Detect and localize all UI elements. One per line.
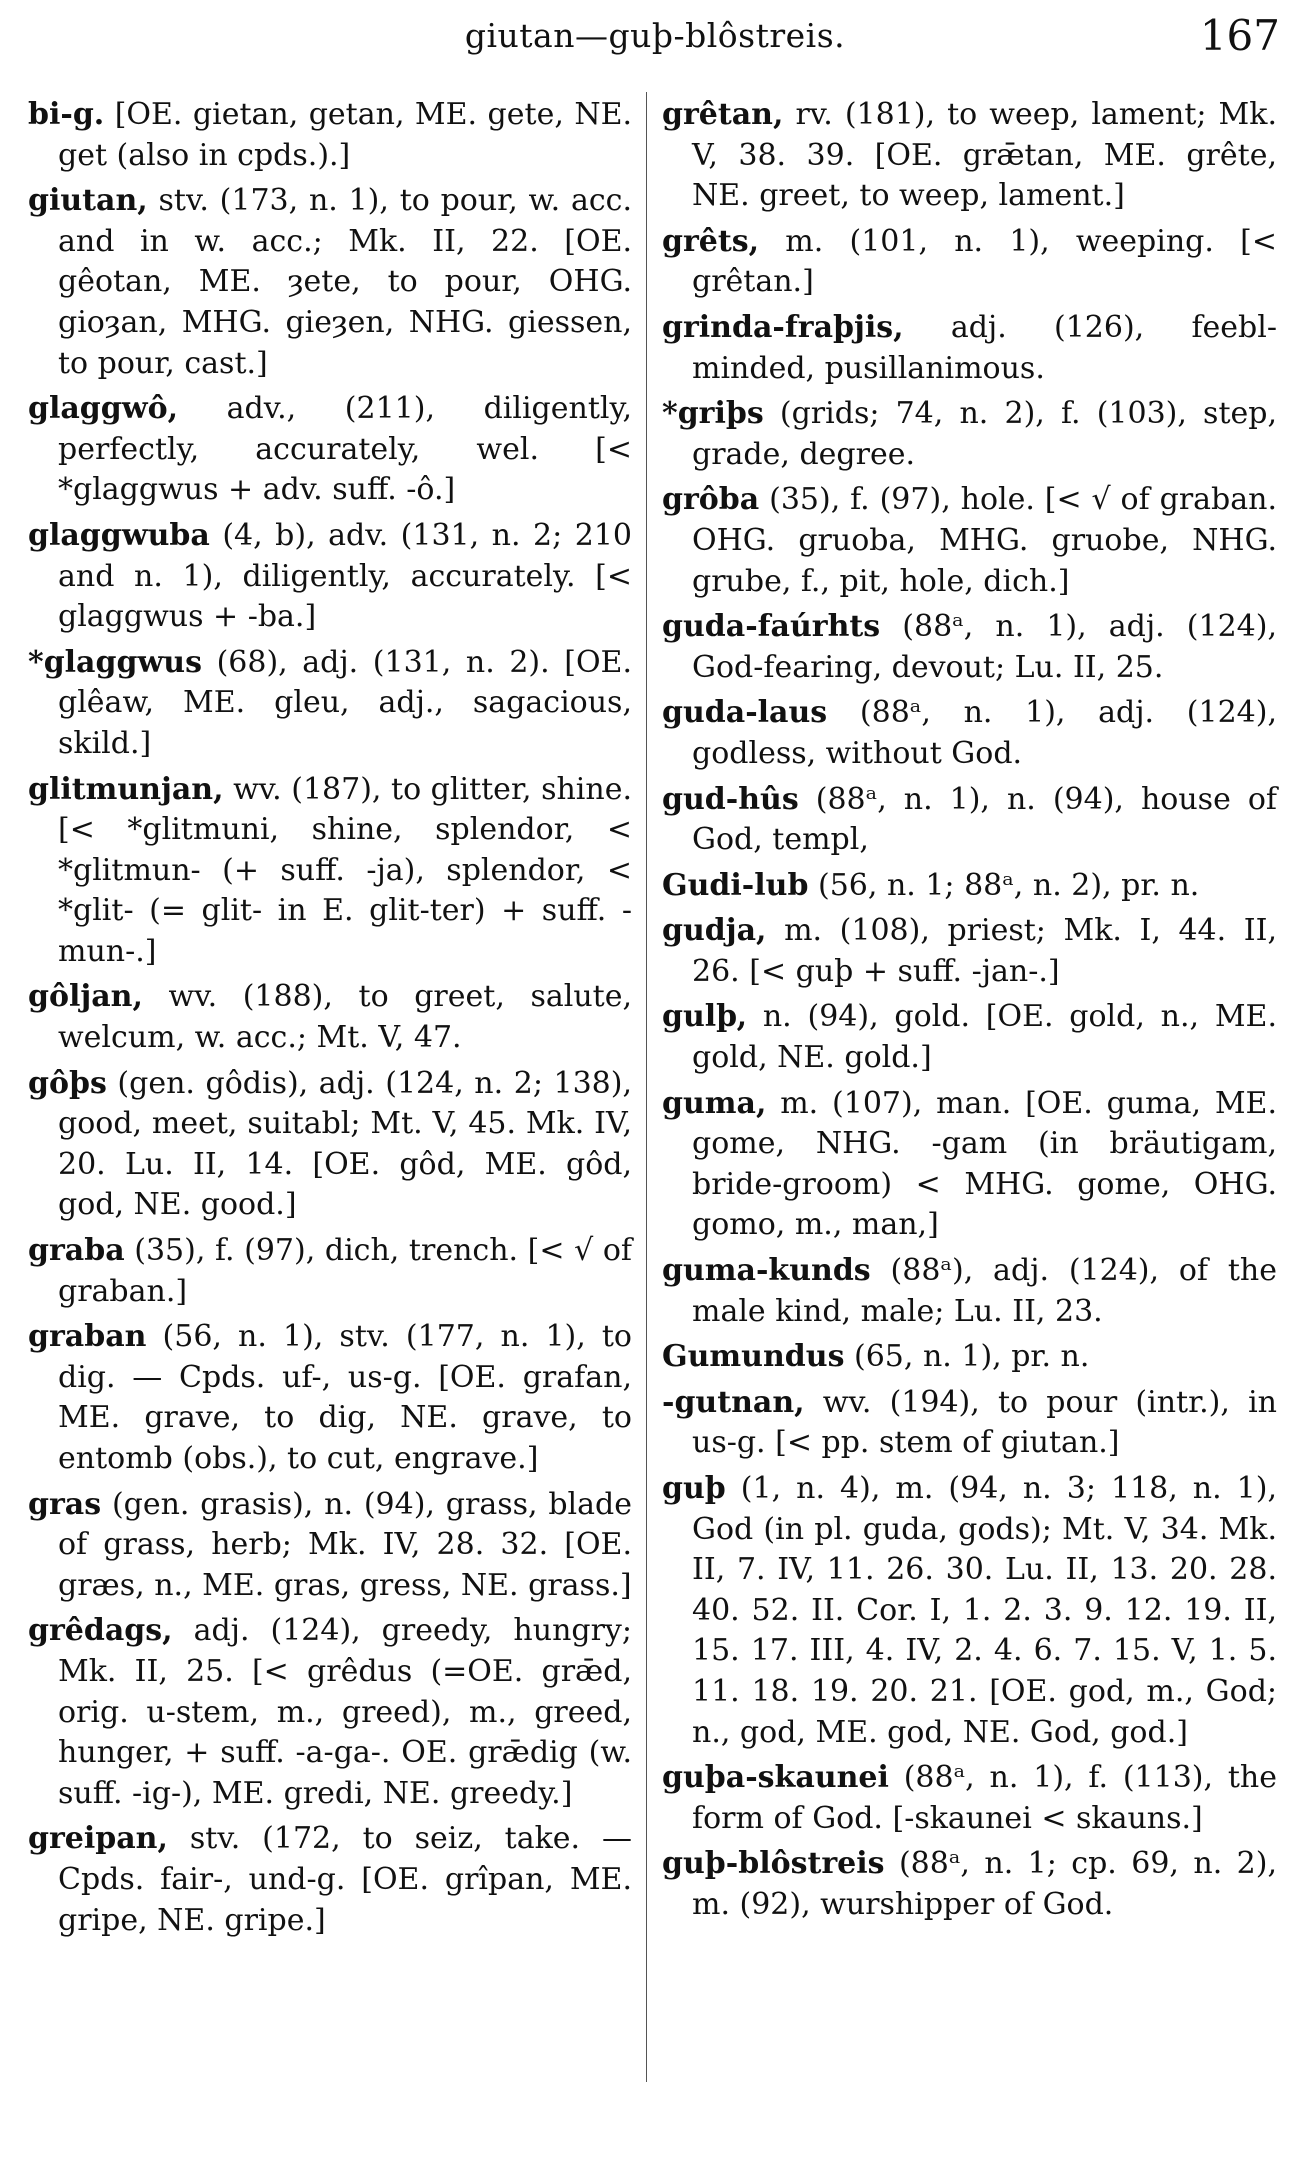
entry-headword: guda-faúrhts <box>662 609 881 645</box>
entry-headword: guþ <box>662 1471 726 1506</box>
dictionary-entry <box>662 480 1277 602</box>
dictionary-entry <box>28 1819 632 1941</box>
entry-definition: (88ᵃ, n. 1; cp. 69, n. 2), m. (92), wurshipper of God. <box>692 1846 1277 1922</box>
entry-headword: *glaggwus <box>28 644 202 680</box>
entry-headword: glaggwô, <box>28 391 179 427</box>
dictionary-entry <box>662 911 1277 992</box>
entry-definition: m. (101, n. 1), weeping. [< grêtan.] <box>692 223 1277 300</box>
entry-definition: (1, n. 4), m. (94, n. 3; 118, n. 1), God (in pl. guda, gods); Mt. V, 34. Mk. II, 7. IV, 11. 26. 30. Lu. II, 13. 20. 28. 40. 52. II. Cor. I, 1. 2. 3. 9. 12. 19. II, 15. 17. III, 4. IV, 2. 4. 6. 7. 15. V, 1. 5. 11. 18. 19. 20. 21. [OE. god, m., God; n., god, ME. god, NE. God, god.] <box>692 1471 1277 1750</box>
entry-headword: grêtan, <box>662 97 784 132</box>
dictionary-entry <box>28 181 632 384</box>
dictionary-entry <box>28 643 632 765</box>
dictionary-entry <box>662 693 1277 774</box>
entry-definition: (gen. grasis), n. (94), grass, blade of grass, herb; Mk. IV, 28. 32. [OE. græs, n., ME. gras, gress, NE. grass.] <box>58 1486 632 1603</box>
entry-definition: rv. (181), to weep, lament; Mk. V, 38. 39. [OE. grǣtan, ME. grête, NE. greet, to weep, lament.] <box>692 97 1277 214</box>
entry-definition: (56, n. 1), stv. (177, n. 1), to dig. — Cpds. uf-, us-g. [OE. grafan, ME. grave, to dig, NE. grave, to entomb (obs.), to cut, engrave.] <box>58 1319 632 1476</box>
entry-headword: guma, <box>662 1085 767 1121</box>
entry-headword: gôþs <box>28 1065 107 1101</box>
dictionary-entry <box>28 1485 632 1607</box>
running-head: giutan—guþ-blôstreis. <box>464 16 846 55</box>
dictionary-entry <box>662 607 1277 688</box>
page-header <box>30 8 1280 64</box>
entry-definition: (35), f. (97), hole. [< √ of graban. OHG. gruoba, MHG. gruobe, NHG. grube, f., pit, hole, dich.] <box>692 482 1277 599</box>
entry-definition: m. (107), man. [OE. guma, ME. gome, NHG. -gam (in bräutigam, bride-groom) < MHG. gome, OHG. gomo, m., man,] <box>692 1085 1277 1243</box>
dictionary-entry <box>28 1064 632 1226</box>
entry-definition: adj. (126), feebl-minded, pusillanimous. <box>692 309 1277 386</box>
dictionary-entry <box>662 1844 1277 1925</box>
entry-definition: [OE. gietan, getan, ME. gete, NE. get (also in cpds.).] <box>58 97 632 173</box>
dictionary-entry <box>662 780 1277 861</box>
entry-definition: n. (94), gold. [OE. gold, n., ME. gold, NE. gold.] <box>692 999 1277 1076</box>
dictionary-entry <box>28 95 632 176</box>
entry-definition: (35), f. (97), dich, trench. [< √ of graban.] <box>58 1233 632 1309</box>
entry-definition: (88ᵃ), adj. (124), of the male kind, male; Lu. II, 23. <box>692 1253 1277 1329</box>
entry-headword: graban <box>28 1319 147 1355</box>
dictionary-entry <box>28 977 632 1058</box>
entry-definition: (grids; 74, n. 2), f. (103), step, grade, degree. <box>692 396 1277 472</box>
entry-headword: grêts, <box>662 223 760 259</box>
entry-definition: m. (108), priest; Mk. I, 44. II, 26. [< guþ + suff. -jan-.] <box>692 913 1277 989</box>
entry-headword: glitmunjan, <box>28 771 224 807</box>
dictionary-entry <box>662 1337 1277 1378</box>
entry-definition: wv. (187), to glitter, shine. [< *glitmuni, shine, splendor, < *glitmun- (+ suff. -ja), splendor, < *glit- (= glit- in E. glit-ter) + suff. -mun-.] <box>58 771 632 969</box>
entry-definition: (65, n. 1), pr. n. <box>844 1339 1090 1375</box>
dictionary-entry <box>28 770 632 973</box>
entry-headword: *griþs <box>662 396 764 432</box>
entry-headword: greipan, <box>28 1821 168 1857</box>
entry-headword: gulþ, <box>662 999 748 1035</box>
entry-headword: grôba <box>662 482 760 518</box>
entry-definition: adj. (124), greedy, hungry; Mk. II, 25. [< grêdus (=OE. grǣd, orig. u-stem, m., greed), m., greed, hunger, + suff. -a-ga-. OE. grǣdig (w. suff. -ig-), ME. gredi, NE. greedy.] <box>58 1613 632 1811</box>
entry-definition: (gen. gôdis), adj. (124, n. 2; 138), good, meet, suitabl; Mt. V, 45. Mk. IV, 20. Lu. II, 14. [OE. gôd, ME. gôd, god, NE. good.] <box>58 1065 632 1223</box>
page-number: 167 <box>1199 11 1280 60</box>
entry-definition: (88ᵃ, n. 1), adj. (124), godless, without God. <box>692 695 1277 771</box>
dictionary-entry <box>28 1317 632 1479</box>
entry-headword: graba <box>28 1233 125 1269</box>
entry-definition: wv. (194), to pour (intr.), in us-g. [< pp. stem of giutan.] <box>692 1384 1277 1461</box>
entry-definition: (88ᵃ, n. 1), f. (113), the form of God. [-skaunei < skauns.] <box>692 1760 1277 1836</box>
dictionary-entry <box>662 997 1277 1078</box>
dictionary-entry <box>28 516 632 638</box>
entry-definition: (4, b), adv. (131, n. 2; 210 and n. 1), diligently, accurately. [< glaggwus + -ba.] <box>58 517 632 635</box>
dictionary-entry <box>662 1084 1277 1246</box>
dictionary-entry <box>662 95 1277 217</box>
dictionary-entry <box>662 1469 1277 1753</box>
entry-headword: guda-laus <box>662 695 828 731</box>
entry-definition: adv., (211), diligently, perfectly, accurately, wel. [< *glaggwus + adv. suff. -ô.] <box>58 391 632 508</box>
dictionary-entry <box>28 1231 632 1312</box>
entry-headword: guþ-blôstreis <box>662 1846 885 1882</box>
entry-headword: guþa-skaunei <box>662 1760 889 1796</box>
entry-headword: -gutnan, <box>662 1384 805 1420</box>
entry-headword: Gumundus <box>662 1339 845 1375</box>
dictionary-entry <box>662 1758 1277 1839</box>
entry-definition: (88ᵃ, n. 1), adj. (124), God-fearing, devout; Lu. II, 25. <box>692 609 1277 685</box>
entry-headword: gôljan, <box>28 979 143 1015</box>
entry-definition: wv. (188), to greet, salute, welcum, w. acc.; Mt. V, 47. <box>58 979 632 1056</box>
dictionary-entry <box>662 1383 1277 1464</box>
dictionary-entry <box>662 222 1277 303</box>
dictionary-entry <box>662 308 1277 389</box>
column-divider <box>646 92 647 2082</box>
entry-headword: grêdags, <box>28 1613 173 1649</box>
right-column <box>662 95 1277 1931</box>
dictionary-entry <box>28 389 632 511</box>
dictionary-entry <box>662 1251 1277 1332</box>
entry-headword: bi-g. <box>28 97 105 132</box>
dictionary-entry <box>662 866 1277 907</box>
entry-definition: (88ᵃ, n. 1), n. (94), house of God, templ, <box>692 781 1277 858</box>
entry-headword: gudja, <box>662 913 767 949</box>
entry-headword: grinda-fraþjis, <box>662 309 904 345</box>
entry-headword: giutan, <box>28 183 148 219</box>
left-column <box>28 95 632 1946</box>
entry-headword: gud-hûs <box>662 781 799 817</box>
entry-headword: gras <box>28 1486 102 1522</box>
dictionary-entry <box>662 394 1277 475</box>
entry-definition: stv. (172, to seiz, take. — Cpds. fair-, und-g. [OE. grîpan, ME. gripe, NE. gripe.] <box>58 1821 632 1938</box>
entry-headword: Gudi-lub <box>662 867 809 903</box>
entry-definition: (68), adj. (131, n. 2). [OE. glêaw, ME. gleu, adj., sagacious, skild.] <box>58 644 632 761</box>
entry-headword: guma-kunds <box>662 1253 871 1289</box>
dictionary-entry <box>28 1611 632 1814</box>
entry-headword: glaggwuba <box>28 517 210 553</box>
entry-definition: (56, n. 1; 88ᵃ, n. 2), pr. n. <box>808 867 1200 903</box>
entry-definition: stv. (173, n. 1), to pour, w. acc. and in w. acc.; Mk. II, 22. [OE. gêotan, ME. ȝete, to pour, OHG. gioȝan, MHG. gieȝen, NHG. giessen, to pour, cast.] <box>58 183 632 381</box>
